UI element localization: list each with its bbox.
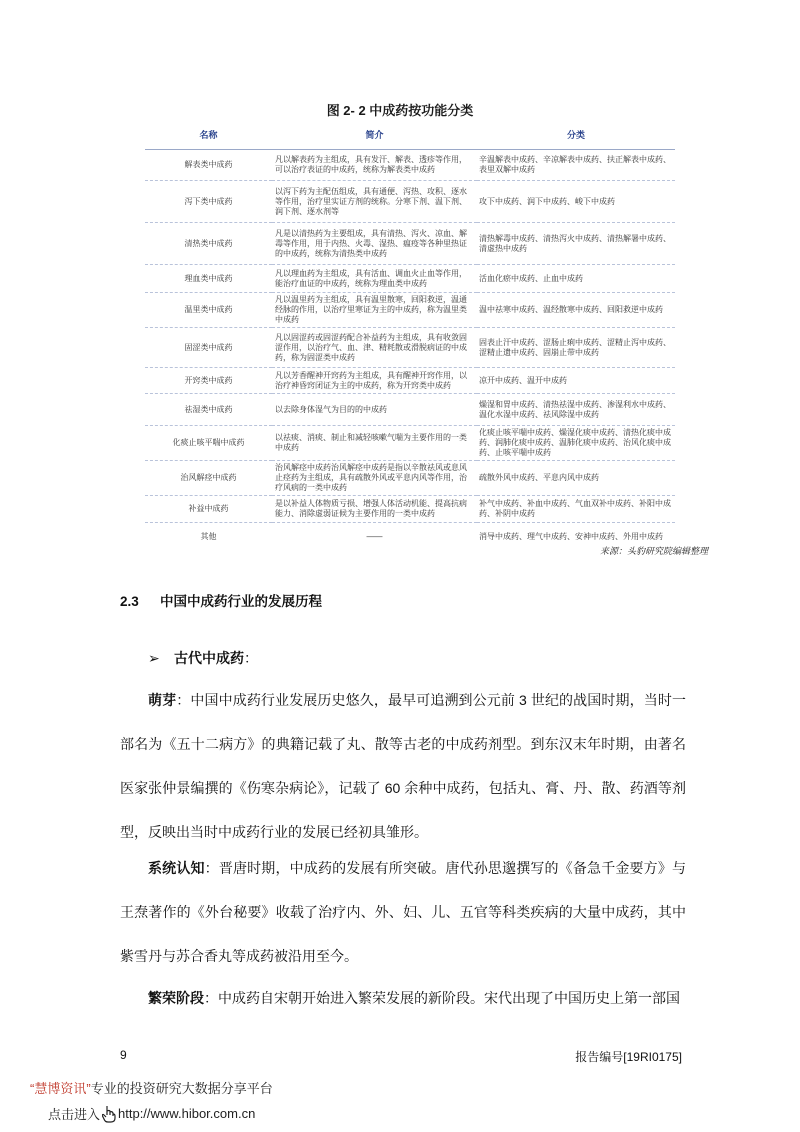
- brand-banner: [30, 1078, 273, 1097]
- table-header-row: [145, 121, 675, 150]
- section-heading: [120, 590, 322, 610]
- row-intro: 以泻下药为主配伍组成，具有通便、泻热、攻积、逐水等作用，治疗里实证方剂的统称。分寒下剂、温下剂、润下剂、逐水剂等: [272, 181, 477, 223]
- paragraph-prosperity: [120, 976, 686, 1020]
- table-row: [145, 293, 675, 328]
- header-intro: 简介: [272, 121, 477, 150]
- table-row: [145, 223, 675, 265]
- table-row: [145, 150, 675, 181]
- brand-quote-close: ”: [86, 1081, 91, 1096]
- table-row: [145, 265, 675, 293]
- subsection-colon: ：: [244, 650, 258, 666]
- paragraph-system: [120, 846, 686, 978]
- row-class: 辛温解表中成药、辛凉解表中成药、扶正解表中成药、表里双解中成药: [477, 150, 675, 181]
- paragraph-text: ：晋唐时期，中成药的发展有所突破。唐代孙思邈撰写的《备急千金要方》与王焘著作的《外台秘要》收载了治疗内、外、妇、儿、五官等科类疾病的大量中成药，其中紫雪丹与苏合香丸等成药被沿用至今。: [120, 860, 687, 964]
- table-row: [145, 368, 675, 394]
- row-intro: 凡是以清热药为主要组成，具有清热、泻火、凉血、解毒等作用，用于内热、火毒、湿热、瘟疫等各种里热证的中成药，统称为清热类中成药: [272, 223, 477, 265]
- row-class: 固表止汗中成药、涩肠止痢中成药、涩精止泻中成药、涩精止遗中成药、固崩止带中成药: [477, 328, 675, 368]
- paragraph-label: 繁荣阶段: [148, 990, 204, 1006]
- figure-title: 图 2- 2 中成药按功能分类: [326, 103, 474, 118]
- row-name: 清热类中成药: [145, 223, 272, 265]
- paragraph-label: 系统认知: [148, 860, 205, 876]
- section-title: 中国中成药行业的发展历程: [160, 594, 322, 609]
- header-name: 名称: [145, 121, 272, 150]
- row-class: 补气中成药、补血中成药、气血双补中成药、补阳中成药、补阴中成药: [477, 496, 675, 523]
- table-row: [145, 496, 675, 523]
- table-row: [145, 181, 675, 223]
- row-class: 燥湿和胃中成药、清热祛湿中成药、渗湿利水中成药、温化水湿中成药、祛风除湿中成药: [477, 394, 675, 426]
- row-name: 补益中成药: [145, 496, 272, 523]
- paragraph-text: ：中国中成药行业发展历史悠久，最早可追溯到公元前 3 世纪的战国时期，当时一部名为《五十二病方》的典籍记载了丸、散等古老的中成药剂型。到东汉末年时期，由著名医家张仲景编撰的《伤寒杂病论》，记载了 60 余种中成药，包括丸、膏、丹、散、药酒等剂型，反映出当时中成药行业的发展已经初具雏形。: [120, 692, 686, 840]
- table-row: [145, 394, 675, 426]
- row-intro: 以去除身体湿气为目的的中成药: [272, 394, 477, 426]
- row-intro: 凡以温里药为主组成，具有温里散寒，回阳救逆，温通经脉的作用，以治疗里寒证为主的中成药，称为温里类中成药: [272, 293, 477, 328]
- row-name: 理血类中成药: [145, 265, 272, 293]
- table-row: [145, 328, 675, 368]
- row-class: 凉开中成药、温开中成药: [477, 368, 675, 394]
- row-name: 其他: [145, 523, 272, 551]
- table-row: [145, 461, 675, 496]
- row-name: 解表类中成药: [145, 150, 272, 181]
- row-name: 治风解痉中成药: [145, 461, 272, 496]
- row-name: 化痰止咳平喘中成药: [145, 426, 272, 461]
- page-number: 9: [120, 1048, 127, 1062]
- row-class: 消导中成药、理气中成药、安神中成药、外用中成药: [477, 523, 675, 551]
- function-classification-table: [145, 121, 675, 551]
- row-name: 温里类中成药: [145, 293, 272, 328]
- row-intro: 凡以芳香醒神开窍药为主组成，具有醒神开窍作用，以治疗神昏窍闭证为主的中成药，称为开窍类中成药: [272, 368, 477, 394]
- row-name: 固涩类中成药: [145, 328, 272, 368]
- brand-name: 慧博资讯: [34, 1081, 87, 1096]
- row-name: 祛湿类中成药: [145, 394, 272, 426]
- header-class: 分类: [477, 121, 675, 150]
- row-intro: 是以补益人体物质亏损、增强人体活动机能、提高抗病能力、消除虚弱证候为主要作用的一类中成药: [272, 496, 477, 523]
- pointer-hand-icon: [102, 1105, 116, 1123]
- row-class: 温中祛寒中成药、温经散寒中成药、回阳救逆中成药: [477, 293, 675, 328]
- row-intro: ——: [272, 523, 477, 551]
- row-name: 泻下类中成药: [145, 181, 272, 223]
- paragraph-text: ：中成药自宋朝开始进入繁荣发展的新阶段。宋代出现了中国历史上第一部国: [204, 990, 680, 1006]
- subsection-heading: [148, 648, 258, 668]
- site-url[interactable]: http://www.hibor.com.cn: [118, 1106, 256, 1121]
- row-intro: 治风解痉中成药治风解痉中成药是指以辛散祛风或息风止痉药为主组成，具有疏散外风或平息内风等作用，治疗风病的一类中成药: [272, 461, 477, 496]
- row-class: 清热解毒中成药、清热泻火中成药、清热解暑中成药、清虚热中成药: [477, 223, 675, 265]
- report-number: 报告编号[19RI0175]: [575, 1050, 682, 1064]
- row-class: 活血化瘀中成药、止血中成药: [477, 265, 675, 293]
- table-row: [145, 523, 675, 551]
- row-class: 攻下中成药、润下中成药、峻下中成药: [477, 181, 675, 223]
- row-name: 开窍类中成药: [145, 368, 272, 394]
- paragraph-label: 萌芽: [148, 692, 177, 708]
- row-class: 化痰止咳平喘中成药、燥湿化痰中成药、清热化痰中成药、润肺化痰中成药、温肺化痰中成药、治风化痰中成药、止咳平喘中成药: [477, 426, 675, 461]
- table-row: [145, 426, 675, 461]
- row-class: 疏散外风中成药、平息内风中成药: [477, 461, 675, 496]
- arrow-bullet-icon: ➢: [148, 650, 160, 666]
- brand-tagline: 专业的投资研究大数据分享平台: [90, 1081, 273, 1096]
- paragraph-sprout: [120, 678, 686, 854]
- click-label: 点击进入: [48, 1107, 101, 1122]
- row-intro: 凡以固涩药或固涩药配合补益药为主组成，具有收敛固涩作用，以治疗气、血、津、精耗散或滑脱病证的中成药，称为固涩类中成药: [272, 328, 477, 368]
- row-intro: 以祛痰、消痰、制止和减轻咳嗽气喘为主要作用的一类中成药: [272, 426, 477, 461]
- row-intro: 凡以理血药为主组成，具有活血、调血火止血等作用，能治疗血证的中成药，统称为理血类中成药: [272, 265, 477, 293]
- section-number: 2.3: [120, 594, 139, 609]
- subsection-title: 古代中成药: [174, 650, 244, 666]
- brand-quote-open: “: [30, 1081, 35, 1096]
- site-link[interactable]: [48, 1104, 255, 1123]
- row-intro: 凡以解表药为主组成，具有发汗、解表、透疹等作用，可以治疗表证的中成药，统称为解表类中成药: [272, 150, 477, 181]
- figure-source: 来源：头豹研究院编辑整理: [599, 546, 708, 556]
